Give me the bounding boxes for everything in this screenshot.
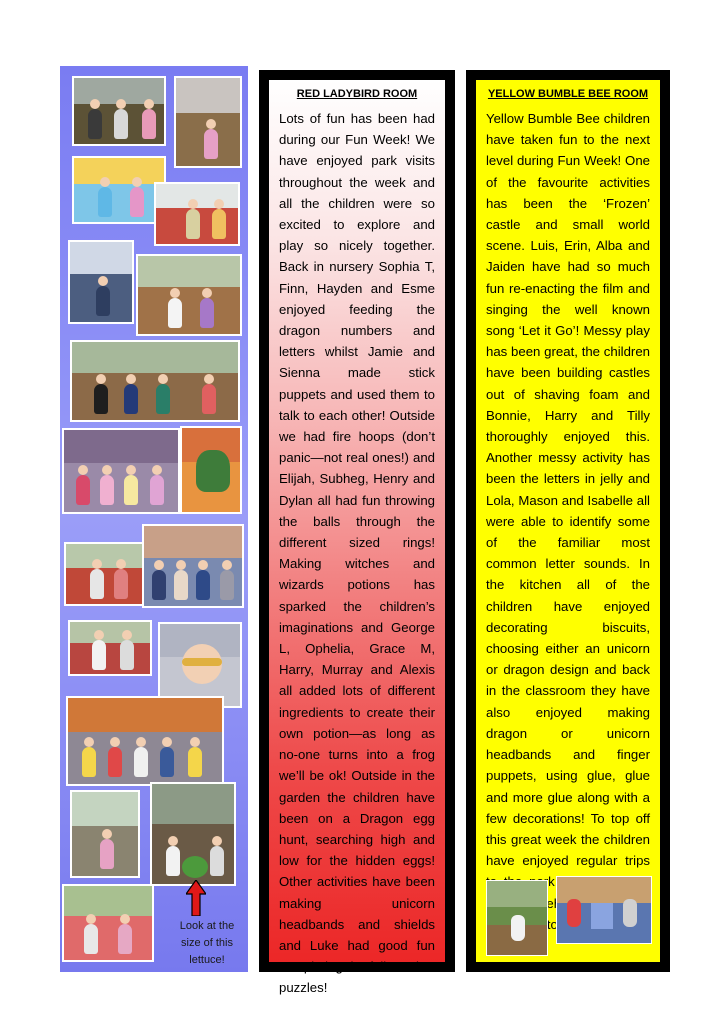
photo-swings <box>136 254 242 336</box>
red-room-body: Lots of fun has been had during our Fun Week! We have enjoyed park visits throughout the week and all the children were so excited to explore and play so nicely together. Back in nursery Sophia T, Finn, Hayden and Esme enjoyed feeding the dragon numbers and letters whilst Jamie and Sienna made stick puppets and used them to talk to each other! Outside we had fire hoops (don’t panic—not real ones!) and Elijah, Subheg, Henry and Dylan all had fun throwing the balls through the different sized rings! Making witches and wizards potions has sparked the children’s imaginations and George L, Ophelia, Grace M, Harry, Murray and Alexis all added lots of different ingredients to create their own potion—as long as no-one turns into a frog we’ll be ok! Outside in the garden the children have been on a Dragon egg hunt, searching high and low for the hidden eggs! Other activities have been making unicorn headbands and shields and Luke had good fun completing the foil number puzzles! <box>279 111 435 996</box>
photo-slide <box>174 76 242 168</box>
photo-princess-dresses <box>72 156 166 224</box>
red-ladybird-column <box>259 70 455 996</box>
red-room-title: RED LADYBIRD ROOM <box>296 88 418 100</box>
yellow-room-body: Yellow Bumble Bee children have taken fun to the next level during Fun Week! One of the favourite activities has been the ‘Frozen’ castle and small world scene. Luis, Erin, Alba and Jaiden have had so much fun re-enacting the film and singing the well known song ‘Let it Go’! Messy play has been great, the children have been building castles out of shaving foam and Bonnie, Harry and Tilly thoroughly enjoyed this. Another messy activity has been the letters in jelly and Lola, Mason and Isabelle all were able to identify some of the familiar most common letter sounds. In the kitchen all of the children have enjoyed decorating biscuits, choosing either an unicorn or dragon design and back in the classroom they have also enjoyed making dragon or unicorn headbands and finger puppets, using glue, glue and more glue along with a few decorations! To top off this great week the children have enjoyed regular trips <box>486 111 650 869</box>
photo-caption: Look at the size of this lettuce! <box>179 920 235 966</box>
photo-children-climbing <box>72 76 166 146</box>
photo-lettuce <box>150 782 236 886</box>
photo-group-swings <box>70 340 240 422</box>
photo-collage <box>60 66 248 972</box>
photo-two-girls <box>62 884 154 962</box>
photo-garden-path <box>70 790 140 878</box>
yellow-column-content <box>476 80 660 962</box>
photo-boys-outdoors <box>68 620 152 676</box>
red-column-content <box>269 80 445 996</box>
photo-dressing-up <box>62 428 180 514</box>
yellow-room-title: YELLOW BUMBLE BEE ROOM <box>487 88 649 100</box>
photo-park-swing <box>486 880 548 956</box>
photo-bee-headbands <box>66 696 224 786</box>
photo-garden-play <box>154 182 240 246</box>
arrow-up-icon <box>186 880 206 916</box>
photo-group-indoors <box>142 524 244 608</box>
yellow-bumble-bee-column <box>466 70 670 972</box>
photo-dragon-mask <box>180 426 242 514</box>
photo-climbing-frame <box>68 240 134 324</box>
photo-classroom-puppets <box>556 876 652 944</box>
photo-playground-fence <box>64 542 144 606</box>
